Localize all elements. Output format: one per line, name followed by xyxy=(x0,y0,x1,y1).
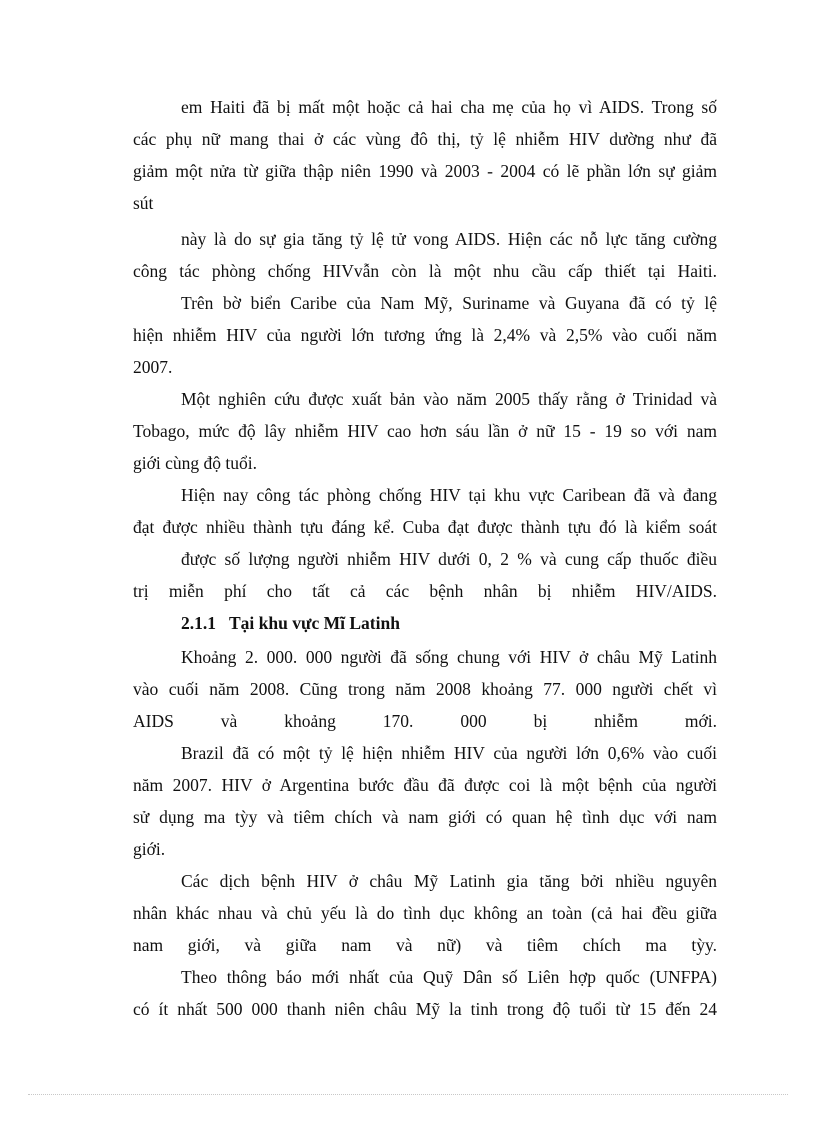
text-line: năm 2007. HIV ở Argentina bước đầu đã được coi là một bệnh của người xyxy=(133,775,717,795)
text-line: Tobago, mức độ lây nhiễm HIV cao hơn sáu lần ở nữ 15 - 19 so với nam xyxy=(133,421,717,441)
text-line: này là do sự gia tăng tỷ lệ tử vong AIDS. Hiện các nỗ lực tăng cường xyxy=(181,229,717,249)
page-divider xyxy=(28,1094,788,1095)
text-line: 2007. xyxy=(133,357,173,377)
text-line: đạt được nhiều thành tựu đáng kể. Cuba đạt được thành tựu đó là kiểm soát xyxy=(133,517,717,537)
text-line: hiện nhiễm HIV của người lớn tương ứng là 2,4% và 2,5% vào cuối năm xyxy=(133,325,717,345)
text-line: giảm một nửa từ giữa thập niên 1990 và 2003 - 2004 có lẽ phần lớn sự giảm xyxy=(133,161,717,181)
text-line: sút xyxy=(133,193,154,213)
text-line: công tác phòng chống HIVvẫn còn là một nhu cầu cấp thiết tại Haiti. xyxy=(133,261,717,281)
text-line: sử dụng ma tỳy và tiêm chích và nam giới có quan hệ tình dục với nam xyxy=(133,807,717,827)
text-line: vào cuối năm 2008. Cũng trong năm 2008 khoảng 77. 000 người chết vì xyxy=(133,679,717,699)
section-title: Tại khu vực Mĩ Latinh xyxy=(229,613,400,633)
text-line: Theo thông báo mới nhất của Quỹ Dân số Liên hợp quốc (UNFPA) xyxy=(181,967,717,987)
text-line: các phụ nữ mang thai ở các vùng đô thị, tỷ lệ nhiễm HIV dường như đã xyxy=(133,129,717,149)
text-line: Trên bờ biển Caribe của Nam Mỹ, Suriname và Guyana đã có tỷ lệ xyxy=(181,293,717,313)
text-line: AIDS và khoảng 170. 000 bị nhiễm mới. xyxy=(133,711,717,731)
text-line: Hiện nay công tác phòng chống HIV tại khu vực Caribean đã và đang xyxy=(181,485,717,505)
text-line: Một nghiên cứu được xuất bản vào năm 2005 thấy rằng ở Trinidad và xyxy=(181,389,717,409)
section-heading xyxy=(181,611,400,635)
text-line: em Haiti đã bị mất một hoặc cả hai cha mẹ của họ vì AIDS. Trong số xyxy=(181,97,717,117)
text-line: nhân khác nhau và chủ yếu là do tình dục không an toàn (cả hai đều giữa xyxy=(133,903,717,923)
text-line: trị miễn phí cho tất cả các bệnh nhân bị nhiễm HIV/AIDS. xyxy=(133,581,717,601)
text-line: Khoảng 2. 000. 000 người đã sống chung với HIV ở châu Mỹ Latinh xyxy=(181,647,717,667)
text-line: có ít nhất 500 000 thanh niên châu Mỹ la tinh trong độ tuổi từ 15 đến 24 xyxy=(133,999,717,1019)
text-line: giới. xyxy=(133,839,166,859)
text-line: Các dịch bệnh HIV ở châu Mỹ Latinh gia tăng bởi nhiều nguyên xyxy=(181,871,717,891)
text-line: giới cùng độ tuổi. xyxy=(133,453,257,473)
section-number: 2.1.1 xyxy=(181,613,216,633)
text-line: Brazil đã có một tỷ lệ hiện nhiễm HIV của người lớn 0,6% vào cuối xyxy=(181,743,717,763)
text-line: nam giới, và giữa nam và nữ) và tiêm chích ma tỳy. xyxy=(133,935,717,955)
text-line: được số lượng người nhiễm HIV dưới 0, 2 % và cung cấp thuốc điều xyxy=(181,549,717,569)
